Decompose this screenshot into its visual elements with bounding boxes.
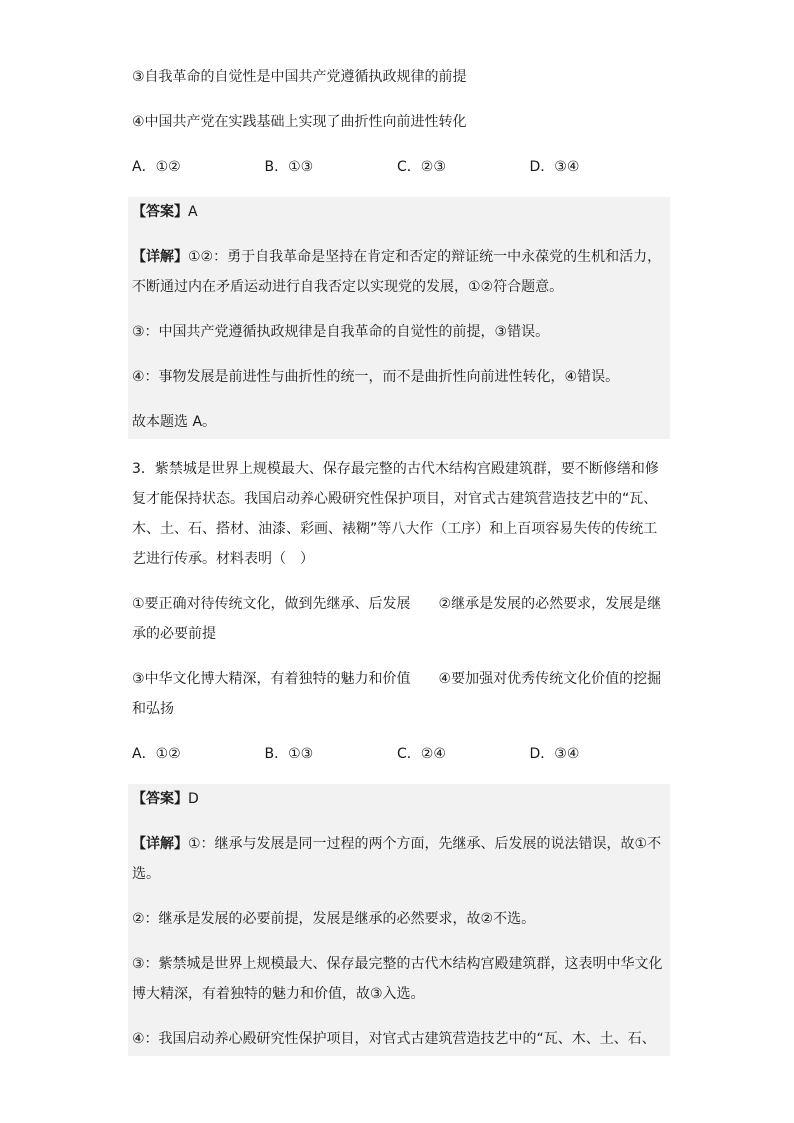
q3-detail-2: ②：继承是发展的必要前提，发展是继承的必然要求，故②不选。 (132, 911, 536, 927)
answer-label: 【答案】 (132, 204, 188, 220)
answer-value: D (188, 791, 199, 807)
q3-option-a: A．①② (132, 746, 181, 762)
q2-detail-3: ④：事物发展是前进性与曲折性的统一，而不是曲折性向前进性转化，④错误。 (132, 369, 620, 385)
q3-statement-2: ③中华文化博大精深，有着独特的魅力和价值 ④要加强对优秀传统文化价值的挖掘和弘扬 (132, 671, 662, 717)
q3-stem: 3．紫禁城是世界上规模最大、保存最完整的古代木结构宫殿建筑群，要不断修缮和修复才能保持状态。我国启动养心殿研究性保护项目，对官式古建筑营造技艺中的“瓦、木、土、石、搭材、油漆、彩画、裱糊”等八大作（工序）和上百项容易失传的传统工艺进行传承。材料表明（ ） (132, 461, 659, 567)
q3-detail-3: ③：紫禁城是世界上规模最大、保存最完整的古代木结构宫殿建筑群，这表明中华文化博大精深，有着独特的魅力和价值，故③入选。 (132, 956, 663, 1002)
q3-answer (132, 784, 666, 814)
q2-answer (132, 197, 666, 227)
q3-statement-1: ①要正确对待传统文化，做到先继承、后发展 ②继承是发展的必然要求，发展是继承的必要前提 (132, 596, 662, 642)
statement-3: ③自我革命的自觉性是中国共产党遵循执政规律的前提 (132, 69, 467, 85)
detail-label: 【详解】 (132, 249, 188, 265)
q3-detail-1: 【详解】①：继承与发展是同一过程的两个方面，先继承、后发展的说法错误，故①不选。 (132, 836, 662, 882)
q2-answer-block (128, 197, 670, 439)
q2-detail-1: 【详解】①②：勇于自我革命是坚持在肯定和否定的辩证统一中永葆党的生机和活力，不断通过内在矛盾运动进行自我否定以实现党的发展，①②符合题意。 (132, 249, 662, 295)
q2-conclusion: 故本题选 A。 (132, 414, 217, 430)
q3-option-d: D．③④ (529, 746, 580, 762)
q2-option-b: B．①③ (264, 159, 314, 175)
q3-option-b: B．①③ (264, 746, 314, 762)
q3-option-c: C．②④ (397, 746, 446, 762)
q2-detail-2: ③：中国共产党遵循执政规律是自我革命的自觉性的前提，③错误。 (132, 324, 550, 340)
q2-option-a: A．①② (132, 159, 181, 175)
document-body (132, 62, 662, 1056)
q2-option-c: C．②③ (397, 159, 446, 175)
q3-detail-4: ④：我国启动养心殿研究性保护项目，对官式古建筑营造技艺中的“瓦、木、土、石、 (132, 1031, 656, 1047)
answer-value: A (188, 204, 198, 220)
q2-option-d: D．③④ (529, 159, 580, 175)
q3-options (132, 739, 662, 769)
q2-options (132, 152, 662, 182)
statement-4: ④中国共产党在实践基础上实现了曲折性向前进性转化 (132, 114, 467, 130)
q3-answer-block (128, 784, 670, 1056)
detail-label: 【详解】 (132, 836, 188, 852)
answer-label: 【答案】 (132, 791, 188, 807)
